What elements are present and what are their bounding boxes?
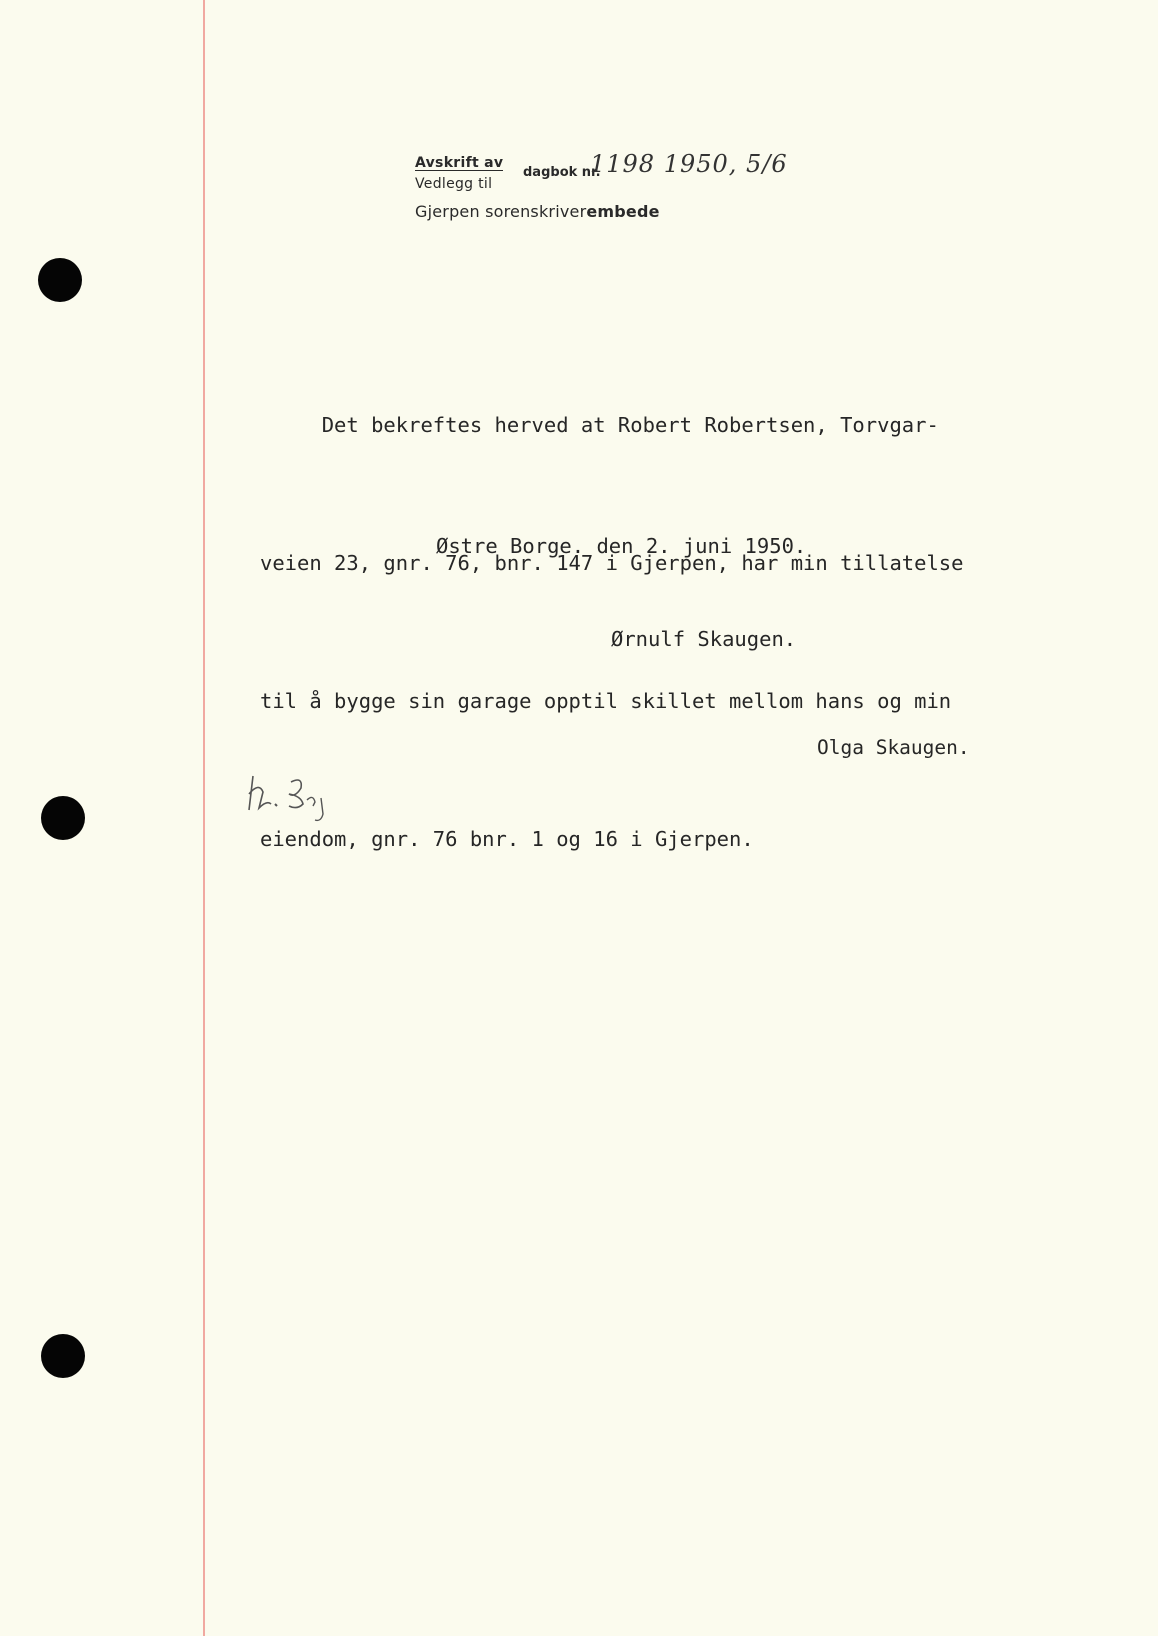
punch-hole-bottom: [41, 1334, 85, 1378]
handwritten-initials: [245, 770, 345, 835]
stamp-office-suffix: embede: [586, 202, 660, 221]
place-date: Østre Borge. den 2. juni 1950.: [436, 534, 807, 558]
signature-ornulf: Ørnulf Skaugen.: [611, 627, 797, 651]
stamp-avskrift: Avskrift av: [415, 155, 504, 171]
stamp-handwritten-number: 1198 1950, 5/6: [590, 150, 788, 178]
registry-stamp: [415, 150, 788, 221]
body-line: veien 23, gnr. 76, bnr. 147 i Gjerpen, har min tillatelse: [260, 551, 964, 575]
stamp-dagbok: dagbok nr.: [523, 165, 601, 180]
punch-hole-middle: [41, 796, 85, 840]
stamp-office-prefix: Gjerpen sorenskriver: [415, 202, 587, 221]
stamp-vedlegg: Vedlegg til: [415, 176, 493, 192]
punch-hole-top: [38, 258, 82, 302]
stamp-office: [415, 202, 660, 221]
body-line: til å bygge sin garage opptil skillet mellom hans og min: [260, 689, 952, 713]
body-line: eiendom, gnr. 76 bnr. 1 og 16 i Gjerpen.: [260, 827, 754, 851]
body-line: Det bekreftes herved at Robert Robertsen, Torvgar-: [260, 413, 939, 437]
margin-line: [203, 0, 205, 1636]
signature-olga: Olga Skaugen.: [817, 736, 970, 759]
